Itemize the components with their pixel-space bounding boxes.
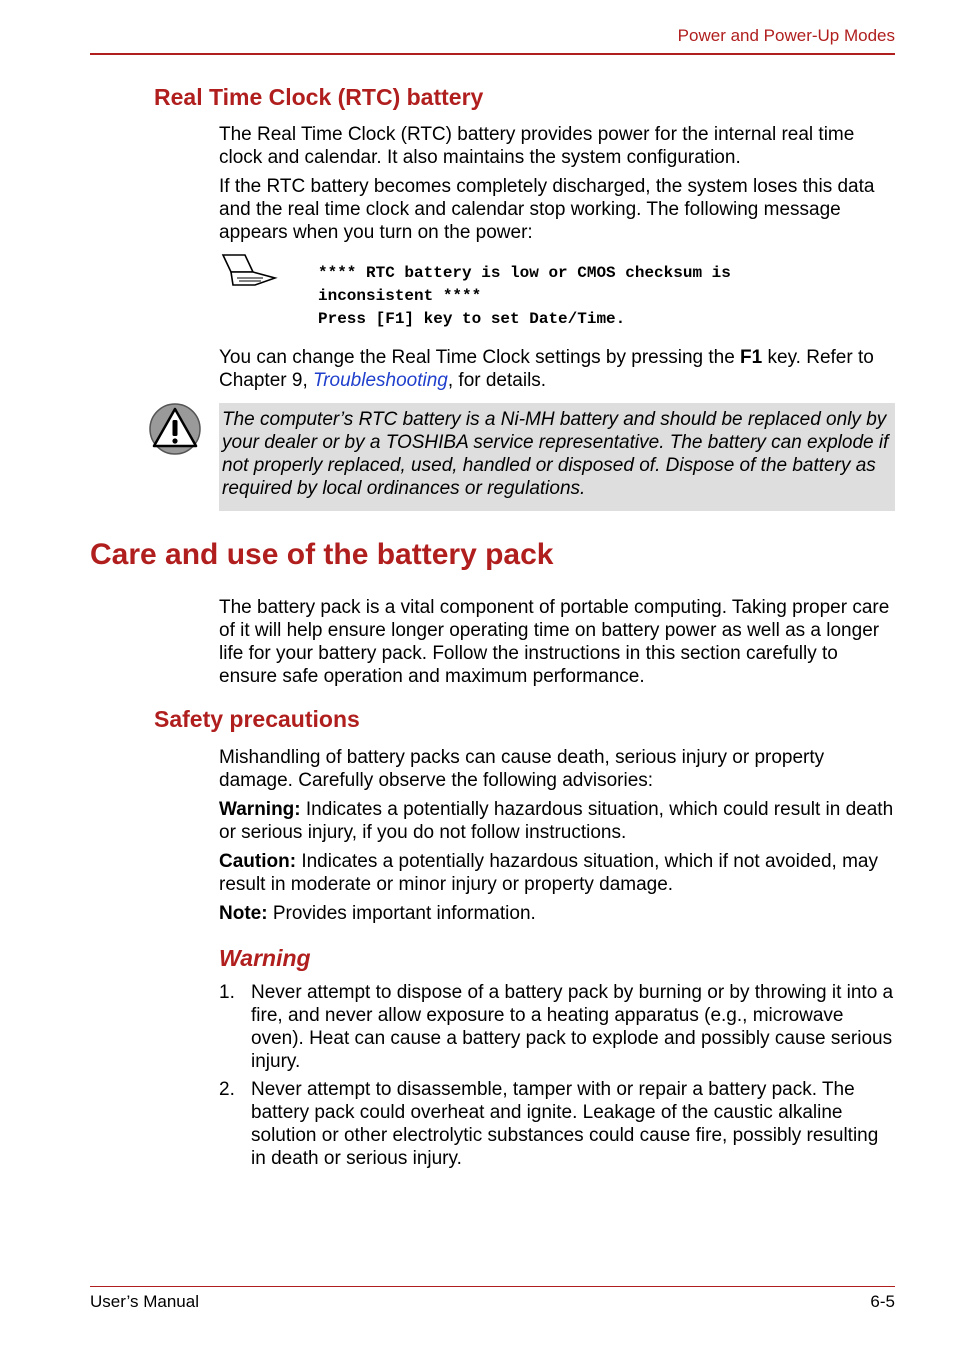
- warning-heading: Warning: [219, 945, 311, 971]
- footer-rule: [90, 1286, 895, 1287]
- rtc-paragraph-3: You can change the Real Time Clock settings by pressing the F1 key. Refer to Chapter 9, Troubleshooting, for details.: [219, 347, 874, 391]
- rtc-message-line-1: **** RTC battery is low or CMOS checksum is: [318, 264, 731, 282]
- safety-intro: Mishandling of battery packs can cause death, serious injury or property damage. Carefully observe the following advisories:: [219, 747, 825, 791]
- caution-triangle-icon: [148, 402, 202, 461]
- laptop-note-icon: [219, 252, 279, 295]
- caution-text: The computer’s RTC battery is a Ni-MH battery and should be replaced only by your dealer or by a TOSHIBA service representative. The battery can explode if not properly replaced, used, handled or disposed of. Dispose of the battery as required by local ordinances or regulations.: [222, 409, 889, 499]
- header-rule: [90, 53, 895, 55]
- troubleshooting-link[interactable]: Troubleshooting: [313, 370, 448, 391]
- page-number: 6-5: [870, 1292, 895, 1311]
- warning-definition: Warning: Indicates a potentially hazardous situation, which could result in death or serious injury, if you do not follow instructions.: [219, 799, 894, 843]
- safety-heading: Safety precautions: [154, 706, 360, 732]
- list-item-number: 1.: [219, 982, 235, 1003]
- note-definition: Note: Provides important information.: [219, 903, 536, 924]
- rtc-paragraph-2: If the RTC battery becomes completely discharged, the system loses this data and the real time clock and calendar stop working. The following message appears when you turn on the power:: [219, 176, 875, 243]
- footer-manual-title: User’s Manual: [90, 1292, 199, 1311]
- list-item: Never attempt to disassemble, tamper with or repair a battery pack. The battery pack could overheat and ignite. Leakage of the caustic alkaline solution or other electrolytic substances could cause fire, possibly resulting in death or serious injury.: [251, 1079, 879, 1169]
- list-item: Never attempt to dispose of a battery pack by burning or by throwing it into a fire, and never allow exposure to a heating apparatus (e.g., microwave oven). Heat can cause a battery pack to explode and possibly cause serious injury.: [251, 982, 894, 1072]
- list-item-number: 2.: [219, 1079, 235, 1100]
- care-paragraph: The battery pack is a vital component of portable computing. Taking proper care of it will help ensure longer operating time on battery power as well as a longer life for your battery pack. Follow the instructions in this section carefully to ensure safe operation and maximum performance.: [219, 597, 890, 687]
- rtc-message-line-2: inconsistent ****: [318, 287, 482, 305]
- rtc-paragraph-1: The Real Time Clock (RTC) battery provides power for the internal real time clock and calendar. It also maintains the system configuration.: [219, 124, 855, 168]
- rtc-message-line-3: Press [F1] key to set Date/Time.: [318, 310, 626, 328]
- running-header: Power and Power-Up Modes: [677, 26, 895, 45]
- f1-key: F1: [740, 347, 763, 368]
- care-heading: Care and use of the battery pack: [90, 538, 554, 571]
- caution-definition: Caution: Indicates a potentially hazardous situation, which if not avoided, may result in moderate or minor injury or property damage.: [219, 851, 878, 895]
- rtc-heading: Real Time Clock (RTC) battery: [154, 84, 484, 110]
